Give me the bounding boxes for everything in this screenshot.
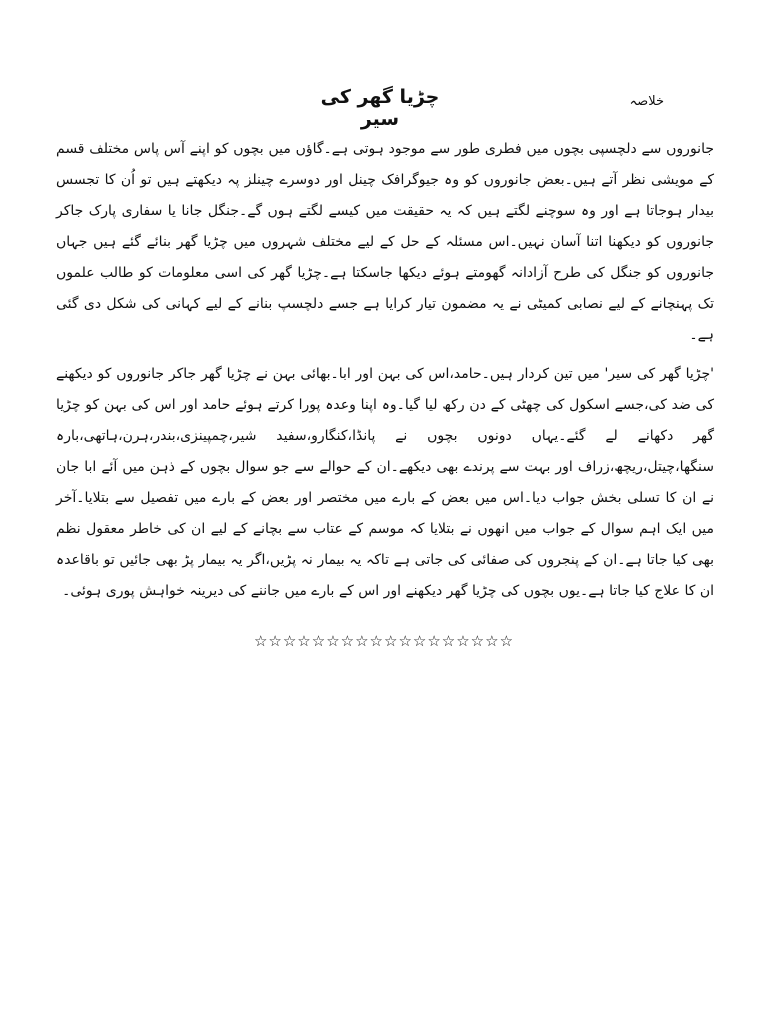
- page-title: چڑیا گھر کی سیر: [320, 86, 440, 130]
- paragraph-intro: جانوروں سے دلچسپی بچوں میں فطری طور سے موجود ہوتی ہے۔گاؤں میں بچوں کو اپنے آس پاس مختلف قسم کے مویشی نظر آتے ہیں۔بعض جانوروں کو وہ جیوگرافک چینل اور دوسرے چینلز پہ دیکھتے ہیں تو اُن کا تجسس بیدار ہوجاتا ہے اور وہ سوچنے لگتے ہیں کہ یہ حقیقت میں کیسے لگتے ہوں گے۔جنگل جانا یا سفاری پارک جاکر جانوروں کو دیکھنا اتنا آسان نہیں۔اس مسئلہ کے حل کے لیے مختلف شہروں میں چڑیا گھر بنائے گئے ہیں جہاں جانوروں کو جنگل کی طرح آزادانہ گھومتے ہوئے دیکھا جاسکتا ہے۔چڑیا گھر کی اسی معلومات کو طالب علموں تک پہنچانے کے لیے نصابی کمیٹی نے یہ مضمون تیار کرایا ہے جسے دلچسپ بنانے کے لیے کہانی کی شکل دی گئی ہے۔: [56, 141, 714, 343]
- page-header: [0, 86, 768, 130]
- summary-label: خلاصہ: [629, 94, 664, 109]
- body-text: [56, 134, 714, 607]
- paragraph-story: 'چڑیا گھر کی سیر' میں تین کردار ہیں۔حامد،اس کی بہن اور ابا۔بھائی بہن نے چڑیا گھر جاکر جانوروں کو دیکھنے کی ضد کی،جسے اسکول کی چھٹی کے دن رکھ لیا گیا۔وہ اپنا وعدہ پورا کرتے ہوئے حامد اور اس کی بہن کو چڑیا گھر دکھانے لے گئے۔یہاں دونوں بچوں نے پانڈا،کنگارو،سفید شیر،چمپینزی،بندر،ہرن،ہاتھی،بارہ سنگھا،چیتل،ریچھ،زراف اور بہت سے پرندے بھی دیکھے۔ان کے حوالے سے جو سوال بچوں کے ذہن میں آئے ابا جان نے ان کا تسلی بخش جواب دیا۔اس میں بعض کے بارے میں مختصر اور بعض کے بارے میں تفصیل سے بتلایا۔آخر میں ایک اہم سوال کے جواب میں انھوں نے بتلایا کہ موسم کے عتاب سے بچانے کے لیے ان کی خاطر معقول نظم بھی کیا جاتا ہے۔ان کے پنجروں کی صفائی کی جاتی ہے تاکہ یہ بیمار نہ پڑیں،اگر یہ بیمار پڑ بھی جائیں تو باقاعدہ ان کا علاج کیا جاتا ہے۔یوں بچوں کی چڑیا گھر دیکھنے اور اس کے بارے میں جاننے کی دیرینہ خواہش پوری ہوئی۔: [56, 366, 714, 599]
- star-separator: ☆☆☆☆☆☆☆☆☆☆☆☆☆☆☆☆☆☆: [253, 632, 515, 650]
